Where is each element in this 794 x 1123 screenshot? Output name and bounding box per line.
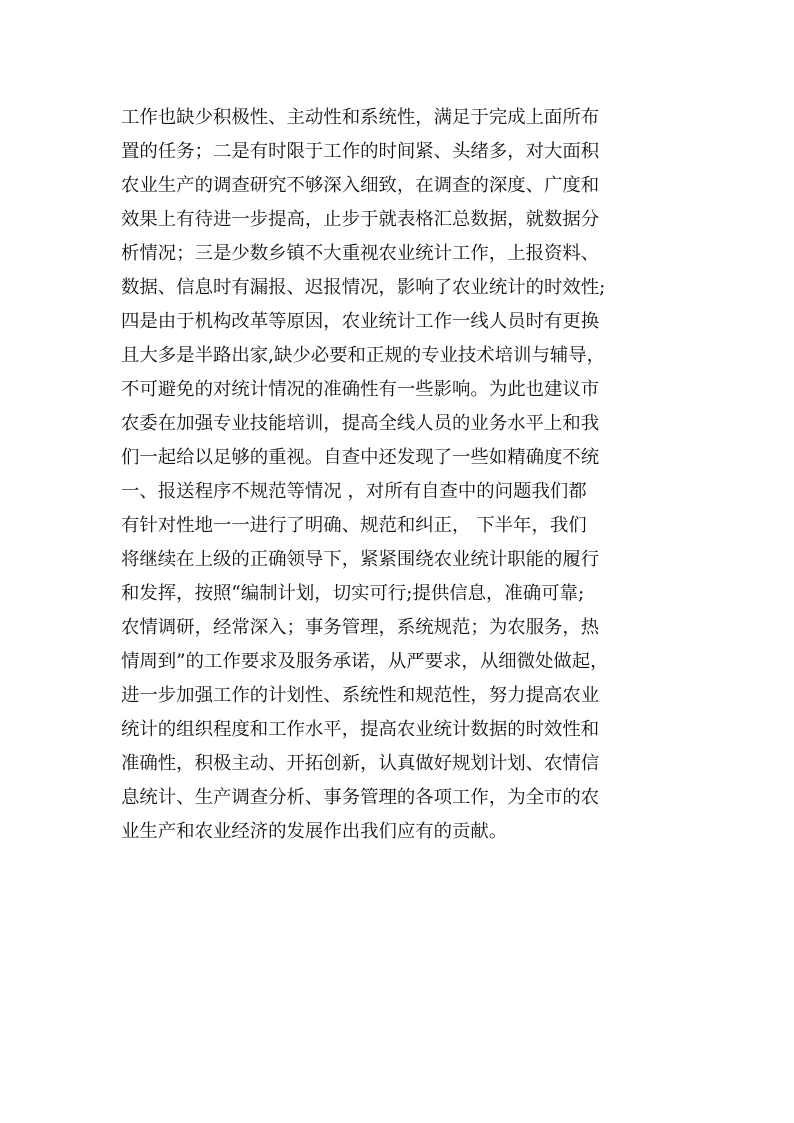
text-line: 准确性，积极主动、开拓创新，认真做好规划计划、农情信 bbox=[121, 753, 600, 774]
text-line: 一、报送程序不规范等情况 ，对所有自查中的问题我们都 bbox=[121, 481, 587, 502]
text-line: 析情况；三是少数乡镇不大重视农业统计工作，上报资料、 bbox=[121, 243, 600, 264]
text-line: 统计的组织程度和工作水平，提高农业统计数据的时效性和 bbox=[121, 719, 600, 740]
text-line: 和发挥，按照“编制计划，切实可行;提供信息，准确可靠; bbox=[121, 583, 585, 604]
text-line: 有针对性地一一进行了明确、规范和纠正， 下半年，我们 bbox=[121, 515, 587, 536]
text-line: 且大多是半路出家,缺少必要和正规的专业技术培训与辅导， bbox=[121, 345, 606, 366]
text-line: 效果上有待进一步提高，止步于就表格汇总数据，就数据分 bbox=[121, 209, 600, 230]
text-line: 农情调研，经常深入；事务管理，系统规范；为农服务，热 bbox=[121, 617, 600, 638]
text-line: 息统计、生产调查分析、事务管理的各项工作，为全市的农 bbox=[121, 787, 600, 808]
text-line: 们一起给以足够的重视。自查中还发现了一些如精确度不统 bbox=[121, 447, 600, 468]
text-line: 置的任务；二是有时限于工作的时间紧、头绪多，对大面积 bbox=[121, 141, 600, 162]
text-line: 情周到”的工作要求及服务承诺，从严要求，从细微处做起， bbox=[121, 651, 609, 672]
text-line: 四是由于机构改革等原因，农业统计工作一线人员时有更换 bbox=[121, 311, 600, 332]
text-line: 业生产和农业经济的发展作出我们应有的贡献。 bbox=[121, 821, 508, 842]
text-line: 不可避免的对统计情况的准确性有一些影响。为此也建议市 bbox=[121, 379, 600, 400]
text-line: 农委在加强专业技能培训，提高全线人员的业务水平上和我 bbox=[121, 413, 600, 434]
text-line: 工作也缺少积极性、主动性和系统性，满足于完成上面所布 bbox=[121, 107, 600, 128]
text-line: 数据、信息时有漏报、迟报情况，影响了农业统计的时效性; bbox=[121, 277, 606, 298]
text-line: 进一步加强工作的计划性、系统性和规范性，努力提高农业 bbox=[121, 685, 600, 706]
text-line: 农业生产的调查研究不够深入细致，在调查的深度、广度和 bbox=[121, 175, 600, 196]
body-paragraph bbox=[121, 101, 681, 849]
text-line: 将继续在上级的正确领导下，紧紧围绕农业统计职能的履行 bbox=[121, 549, 600, 570]
